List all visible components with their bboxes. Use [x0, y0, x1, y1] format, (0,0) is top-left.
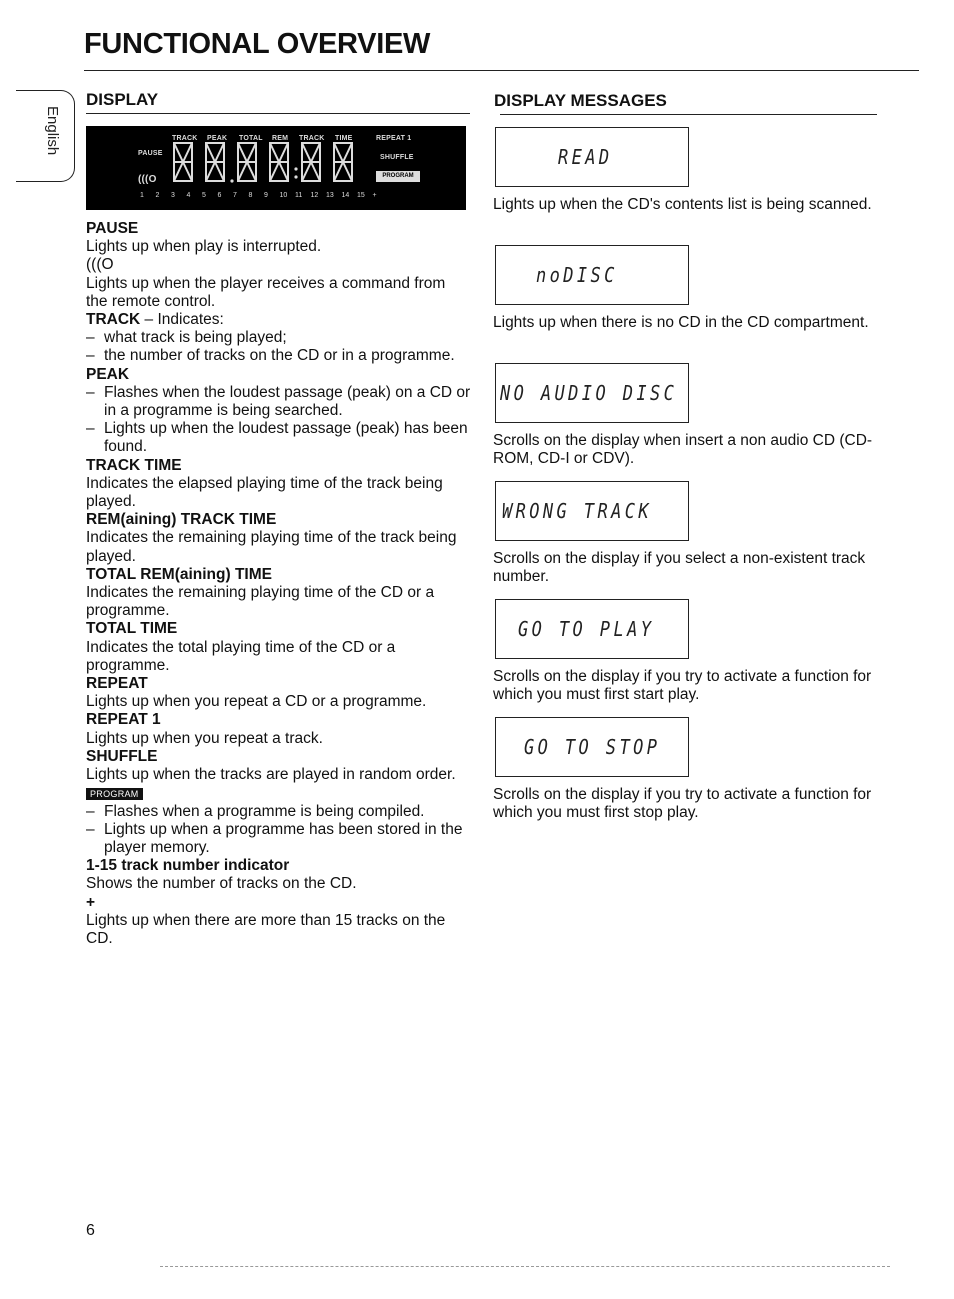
messages-heading: DISPLAY MESSAGES — [494, 91, 667, 110]
lcd-label-rem: REM — [272, 135, 289, 142]
item-heading: REPEAT 1 — [86, 711, 161, 729]
item-heading-suffix: – Indicates: — [140, 311, 224, 329]
item-description: Indicates the remaining playing time of the CD or a programme. — [86, 584, 435, 620]
lcd-message-description: Scrolls on the display if you try to activate a function for which you must first stop play. — [493, 786, 872, 822]
lcd-message-description: Scrolls on the display when insert a non audio CD (CD-ROM, CD-I or CDV). — [493, 432, 873, 468]
lcd-label-track: TRACK — [172, 135, 198, 142]
lcd-track-number: 1 — [140, 192, 144, 199]
lcd-track-number: 4 — [186, 192, 191, 199]
lcd-label-program: PROGRAM — [376, 171, 420, 182]
lcd-display-illustration — [86, 126, 466, 210]
lcd-label-repeat1: REPEAT 1 — [376, 135, 412, 142]
item-heading: REM(aining) TRACK TIME — [86, 511, 277, 529]
lcd-message-box — [495, 717, 689, 777]
lcd-message-text: NO AUDIO DISC — [500, 381, 678, 405]
page-title: FUNCTIONAL OVERVIEW — [84, 28, 431, 60]
language-tab-label: English — [44, 106, 61, 156]
display-items-list — [86, 220, 471, 948]
dash-bullet: – — [86, 420, 95, 438]
item-description: Lights up when you repeat a track. — [86, 729, 323, 747]
lcd-track-number: 3 — [171, 192, 175, 199]
item-heading: 1-15 track number indicator — [86, 857, 290, 875]
item-description: Lights up when the player receives a command from the remote control. — [86, 274, 446, 310]
title-divider — [84, 70, 919, 71]
item-heading: TRACK — [86, 311, 141, 329]
lcd-label-peak: PEAK — [207, 135, 228, 142]
item-description: Lights up when you repeat a CD or a programme. — [86, 693, 427, 711]
lcd-track-number: 13 — [326, 192, 334, 199]
display-heading: DISPLAY — [86, 90, 159, 109]
item-description: Indicates the remaining playing time of the track being played. — [86, 529, 457, 565]
item-heading: (((O — [86, 256, 114, 274]
lcd-track-number: + — [372, 192, 377, 199]
dash-bullet: – — [86, 802, 95, 820]
item-heading: PEAK — [86, 365, 130, 383]
lcd-label-track-2: TRACK — [299, 135, 325, 142]
lcd-message-box — [495, 127, 689, 187]
item-bullet-text: the number of tracks on the CD or in a programme. — [104, 347, 455, 365]
item-description: Indicates the total playing time of the CD or a programme. — [86, 638, 396, 674]
scan-artifact-line — [160, 1266, 890, 1267]
item-description: Lights up when there are more than 15 tracks on the CD. — [86, 911, 446, 947]
lcd-message-box — [495, 245, 689, 305]
lcd-track-number: 12 — [310, 192, 319, 199]
lcd-message-description: Lights up when there is no CD in the CD compartment. — [493, 314, 869, 331]
lcd-label-time: TIME — [335, 135, 353, 142]
lcd-message-text: GO TO PLAY — [518, 617, 655, 641]
item-heading: PAUSE — [86, 220, 139, 237]
lcd-message-box — [495, 363, 689, 423]
item-bullet-text: Lights up when the loudest passage (peak) has been found. — [104, 420, 468, 456]
lcd-remote-icon: (((O — [138, 174, 157, 185]
item-heading: + — [86, 893, 96, 911]
lcd-message-description: Scrolls on the display if you select a non-existent track number. — [493, 550, 866, 586]
display-heading-rule — [86, 113, 470, 114]
messages-heading-rule — [500, 114, 877, 115]
item-heading: TRACK TIME — [86, 456, 182, 474]
item-description: Lights up when the tracks are played in random order. — [86, 766, 456, 784]
lcd-track-number: 8 — [248, 192, 253, 199]
lcd-track-number: 5 — [202, 192, 206, 199]
lcd-message-description: Lights up when the CD's contents list is being scanned. — [493, 196, 872, 213]
lcd-label-shuffle: SHUFFLE — [380, 154, 414, 161]
program-badge: PROGRAM — [86, 788, 143, 800]
lcd-track-number: 7 — [233, 192, 237, 199]
item-heading: TOTAL TIME — [86, 620, 178, 638]
item-description: Shows the number of tracks on the CD. — [86, 875, 357, 893]
dash-bullet: – — [86, 383, 95, 401]
dash-bullet: – — [86, 329, 95, 347]
dash-bullet: – — [86, 347, 95, 365]
lcd-track-number: 6 — [217, 192, 222, 199]
dash-bullet: – — [86, 820, 95, 838]
lcd-message-description: Scrolls on the display if you try to activate a function for which you must first start play. — [493, 668, 872, 704]
item-heading: SHUFFLE — [86, 747, 158, 765]
lcd-message-text: WRONG TRACK — [502, 499, 652, 523]
item-heading: TOTAL REM(aining) TIME — [86, 565, 272, 583]
lcd-track-number: 14 — [341, 192, 350, 199]
item-bullet-text: Lights up when a programme has been stored in the player memory. — [104, 820, 463, 856]
item-bullet-text: what track is being played; — [104, 329, 287, 347]
lcd-label-pause: PAUSE — [138, 150, 163, 157]
item-description: Lights up when play is interrupted. — [86, 238, 322, 256]
lcd-message-text: READ — [558, 145, 613, 169]
lcd-message-text: noDISC — [536, 263, 618, 287]
page-number: 6 — [86, 1222, 95, 1239]
item-bullet-text: Flashes when a programme is being compiled. — [104, 802, 425, 820]
lcd-segment-digits-icon — [172, 141, 368, 187]
lcd-label-total: TOTAL — [239, 135, 263, 142]
lcd-message-text: GO TO STOP — [524, 735, 661, 759]
lcd-track-number: 9 — [264, 192, 268, 199]
lcd-message-box — [495, 599, 689, 659]
item-description: Indicates the elapsed playing time of the track being played. — [86, 474, 443, 511]
lcd-message-box — [495, 481, 689, 541]
lcd-track-number: 10 — [279, 192, 288, 199]
lcd-track-number: 15 — [357, 192, 365, 199]
item-bullet-text: Flashes when the loudest passage (peak) on a CD or in a programme is being searched. — [104, 383, 471, 420]
lcd-track-number: 2 — [155, 192, 160, 199]
item-heading: REPEAT — [86, 675, 148, 693]
lcd-track-number: 11 — [295, 192, 303, 199]
